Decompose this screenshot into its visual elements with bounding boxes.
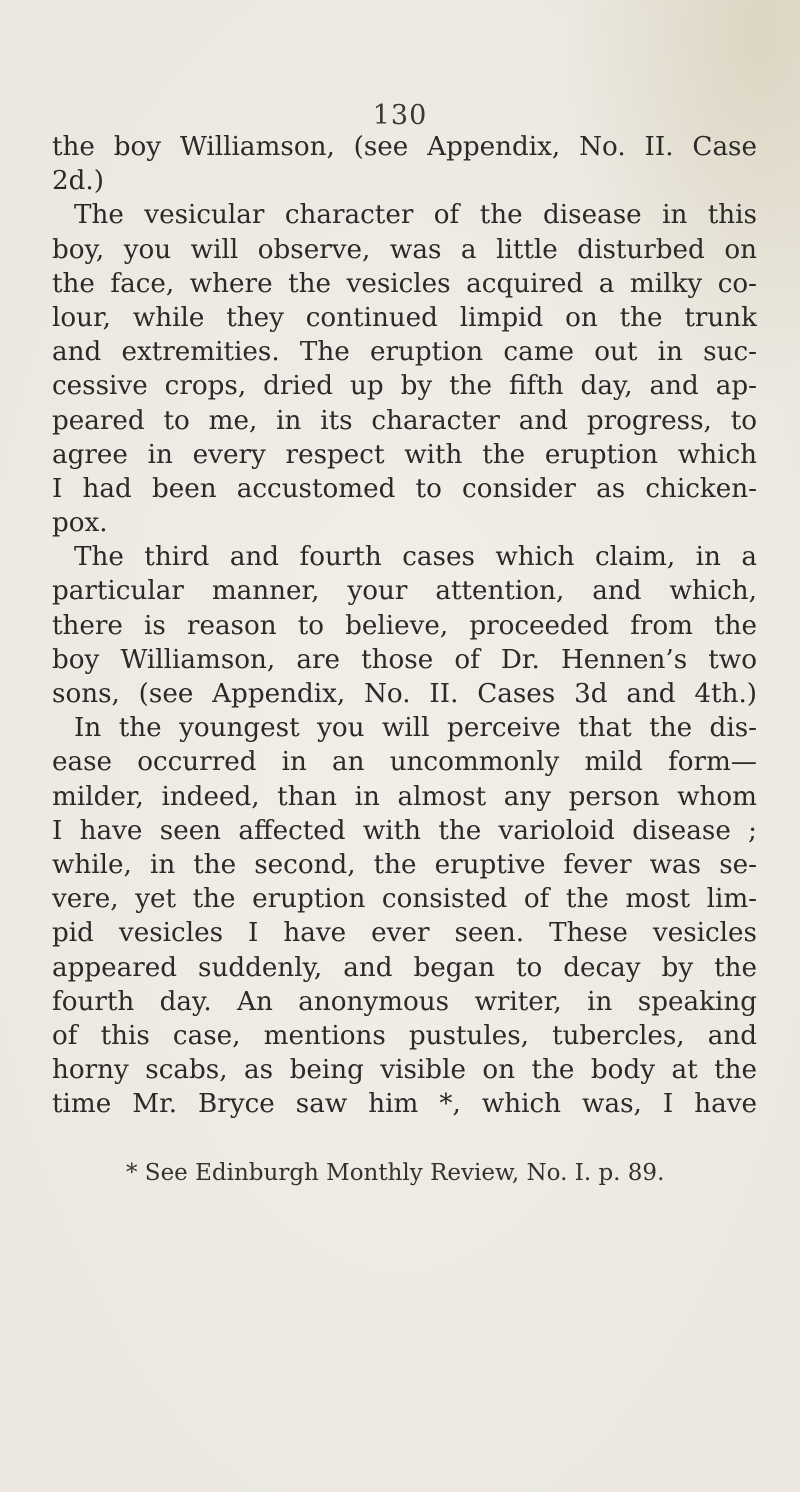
text-line: there is reason to believe, proceeded from the <box>52 610 757 641</box>
text-line: cessive crops, dried up by the fifth day, and ap- <box>52 371 757 402</box>
text-line: fourth day. An anonymous writer, in speaking <box>52 986 757 1017</box>
text-line: I have seen affected with the varioloid disease ; <box>52 815 757 846</box>
text-line: vere, yet the eruption consisted of the most lim- <box>52 884 757 915</box>
text-line: milder, indeed, than in almost any person whom <box>52 781 757 812</box>
text-line: lour, while they continued limpid on the trunk <box>52 302 757 333</box>
text-line: 2d.) <box>52 166 104 197</box>
text-line: sons, (see Appendix, No. II. Cases 3d and 4th.) <box>52 679 757 709</box>
text-line: The vesicular character of the disease in this <box>74 200 757 231</box>
page-number: 130 <box>372 100 428 131</box>
text-line: In the youngest you will perceive that the dis- <box>74 713 757 744</box>
text-line: and extremities. The eruption came out in suc- <box>52 337 757 368</box>
text-line: time Mr. Bryce saw him *, which was, I have <box>52 1089 757 1120</box>
text-line: while, in the second, the eruptive fever was se- <box>52 849 757 880</box>
text-line: pid vesicles I have ever seen. These vesicles <box>52 918 757 949</box>
text-line: ease occurred in an uncommonly mild form— <box>52 747 757 778</box>
text-line: boy, you will observe, was a little disturbed on <box>52 234 757 265</box>
footnote: * See Edinburgh Monthly Review, No. I. p. 89. <box>126 1160 665 1186</box>
text-line: horny scabs, as being visible on the body at the <box>52 1055 757 1086</box>
text-line: boy Williamson, are those of Dr. Hennen’s two <box>52 644 757 675</box>
text-line: I had been accustomed to consider as chicken- <box>52 473 757 504</box>
text-line: peared to me, in its character and progress, to <box>52 405 757 436</box>
text-line: particular manner, your attention, and which, <box>52 576 757 607</box>
text-line: pox. <box>52 508 108 539</box>
text-line: The third and fourth cases which claim, in a <box>74 542 757 573</box>
text-line: the face, where the vesicles acquired a milky co- <box>52 268 757 299</box>
body-text <box>52 130 757 1121</box>
text-line: of this case, mentions pustules, tubercles, and <box>52 1020 757 1051</box>
text-line: the boy Williamson, (see Appendix, No. II. Case <box>52 132 757 162</box>
text-line: agree in every respect with the eruption which <box>52 439 757 470</box>
text-line: appeared suddenly, and began to decay by the <box>52 952 757 983</box>
